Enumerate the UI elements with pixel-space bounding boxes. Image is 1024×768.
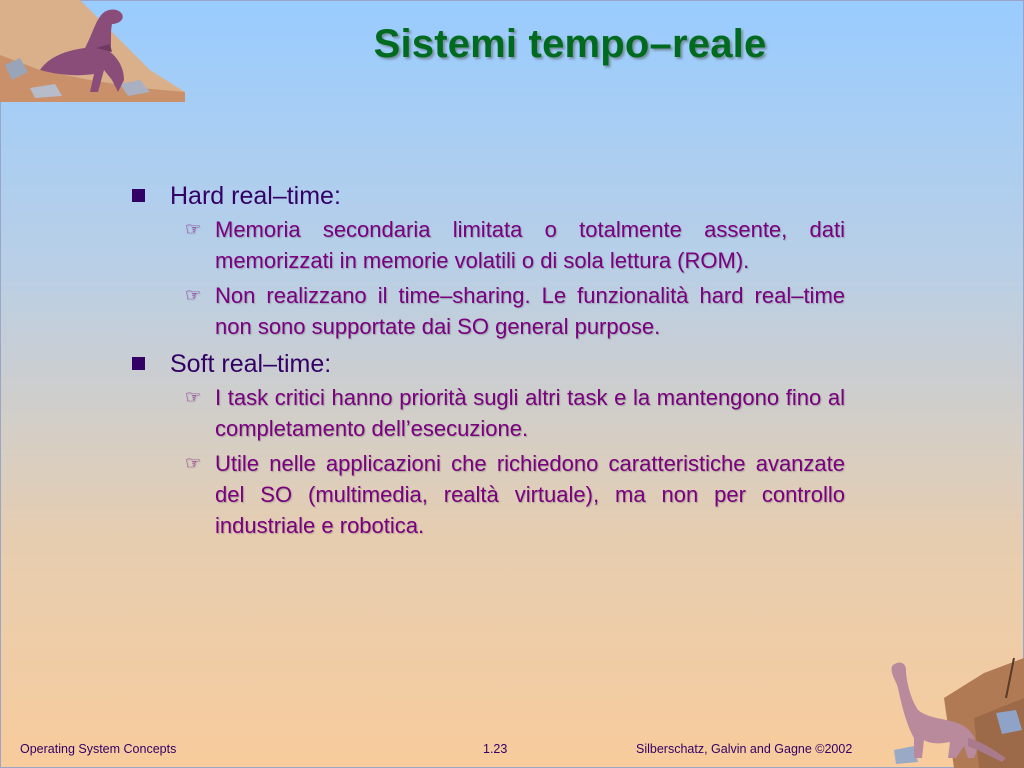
square-bullet-icon xyxy=(132,357,145,370)
section-heading: Soft real–time: xyxy=(170,350,332,378)
bullet-text: Non realizzano il time–sharing. Le funzionalità hard real–time non sono supportate dai SO general purpose. xyxy=(215,283,845,339)
tyrannosaurus-illustration xyxy=(0,0,190,108)
brachiosaurus-illustration xyxy=(884,658,1024,768)
slide-content xyxy=(130,180,845,547)
level2-bullet-item xyxy=(185,448,845,541)
section-heading: Hard real–time: xyxy=(170,182,341,210)
pointing-hand-icon: ☞ xyxy=(185,285,202,305)
bullet-text: Utile nelle applicazioni che richiedono caratteristiche avanzate del SO (multimedia, realtà virtuale), ma non per controllo industriale e robotica. xyxy=(215,451,845,538)
footer-slide-number: 1.23 xyxy=(483,742,508,756)
level1-bullet-item xyxy=(130,348,845,380)
level2-bullet-item xyxy=(185,382,845,444)
level2-bullet-item xyxy=(185,214,845,276)
bullet-text: I task critici hanno priorità sugli altri task e la mantengono fino al completamento dell’esecuzione. xyxy=(215,385,845,441)
level1-bullet-item xyxy=(130,180,845,212)
section-soft-real-time xyxy=(130,348,845,541)
footer-copyright: Silberschatz, Galvin and Gagne ©2002 xyxy=(636,742,853,756)
pointing-hand-icon: ☞ xyxy=(185,453,202,473)
footer-course-title: Operating System Concepts xyxy=(20,742,177,756)
level2-bullet-item xyxy=(185,280,845,342)
bullet-text: Memoria secondaria limitata o totalmente assente, dati memorizzati in memorie volatili o di sola lettura (ROM). xyxy=(215,217,845,273)
pointing-hand-icon: ☞ xyxy=(185,219,202,239)
square-bullet-icon xyxy=(132,189,145,202)
pointing-hand-icon: ☞ xyxy=(185,387,202,407)
section-hard-real-time xyxy=(130,180,845,342)
slide-title: Sistemi tempo–reale xyxy=(373,22,767,66)
